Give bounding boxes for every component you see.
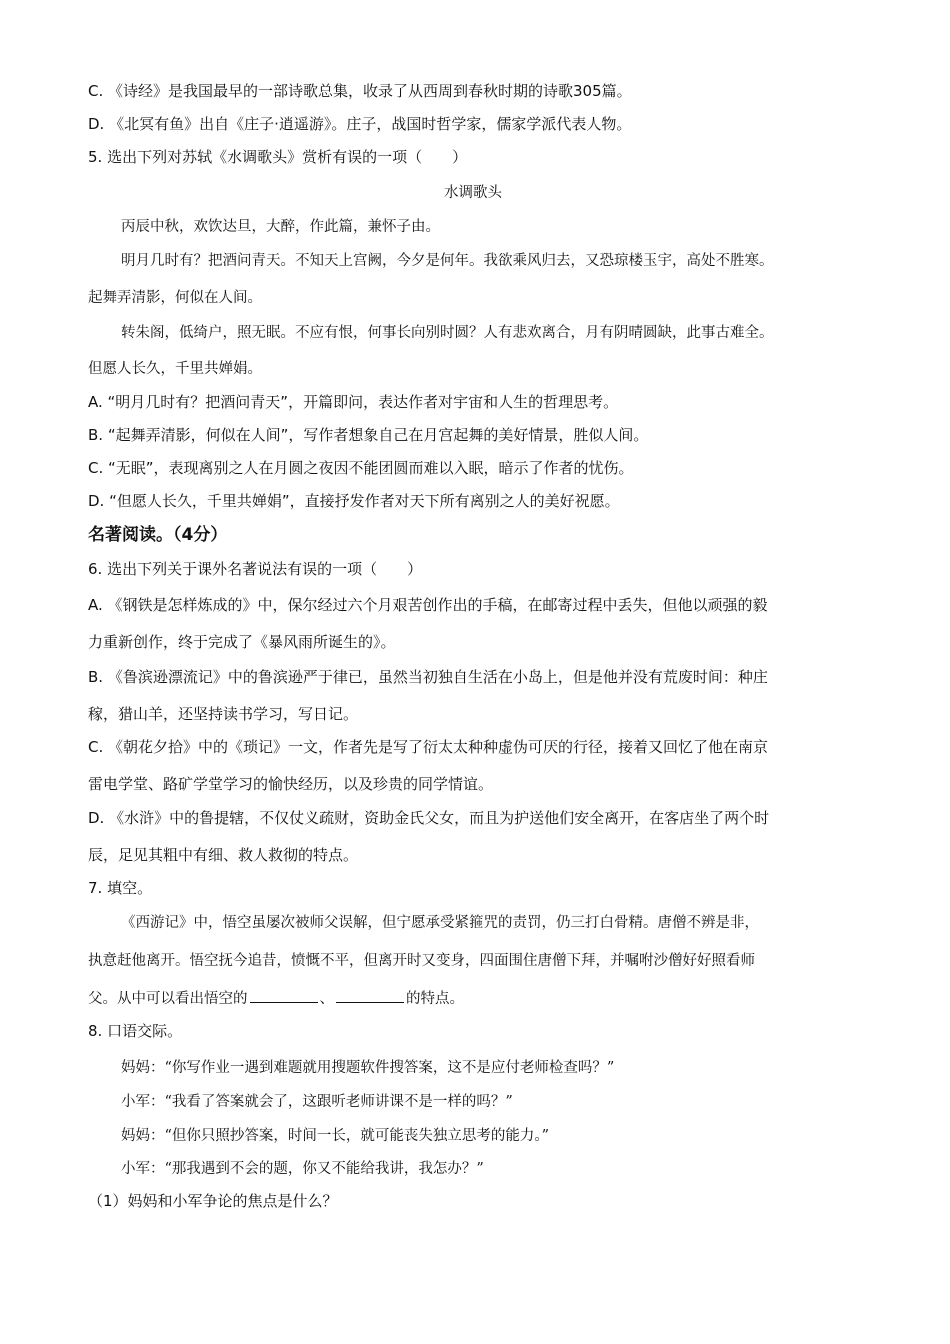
section-heading: 名著阅读。（4分）	[88, 525, 228, 545]
option-6c-line1: C. 《朝花夕拾》中的《琐记》一文，作者先是写了衍太太种种虚伪可厌的行径，接着又回忆了他在南京	[88, 738, 769, 756]
option-4c: C. 《诗经》是我国最早的一部诗歌总集，收录了从西周到春秋时期的诗歌305篇。	[88, 82, 632, 100]
dialogue-line-3: 妈妈：“但你只照抄答案，时间一长，就可能丧失独立思考的能力。”	[121, 1128, 550, 1144]
poem-para1-line1: 明月几时有？把酒问青天。不知天上宫阙，今夕是何年。我欲乘风归去，又恐琼楼玉宇，高处不胜寒。	[121, 253, 774, 269]
option-6b-line1: B. 《鲁滨逊漂流记》中的鲁滨逊严于律已，虽然当初独自生活在小岛上，但是他并没有荒废时间：种庄	[88, 668, 768, 686]
dialogue-line-1: 妈妈：“你写作业一遇到难题就用搜题软件搜答案，这不是应付老师检查吗？”	[121, 1060, 615, 1076]
poem-para1-line2: 起舞弄清影，何似在人间。	[88, 290, 262, 306]
option-6d-line1: D. 《水浒》中的鲁提辖，不仅仗义疏财，资助金氏父女，而且为护送他们安全离开，在客店坐了两个时	[88, 809, 770, 827]
question-7-line1: 《西游记》中，悟空虽屡次被师父误解，但宁愿承受紧箍咒的责罚，仍三打白骨精。唐僧不辨是非，	[121, 915, 759, 931]
option-6c-line2: 雷电学堂、路矿学堂学习的愉快经历，以及珍贵的同学情谊。	[88, 775, 494, 793]
fill-text-post: 的特点。	[406, 991, 464, 1007]
question-6-stem: 6. 选出下列关于课外名著说法有误的一项（ ）	[88, 560, 423, 578]
option-4d: D. 《北冥有鱼》出自《庄子·逍遥游》。庄子，战国时哲学家，儒家学派代表人物。	[88, 115, 632, 133]
sub-question-1: （1）妈妈和小军争论的焦点是什么？	[88, 1192, 338, 1210]
option-5d: D. “但愿人长久，千里共婵娟”，直接抒发作者对天下所有离别之人的美好祝愿。	[88, 492, 620, 510]
option-5c: C. “无眠”，表现离别之人在月圆之夜因不能团圆而难以入眠，暗示了作者的忧伤。	[88, 459, 634, 477]
question-7-line2: 执意赶他离开。悟空抚今追昔，愤慨不平，但离开时又变身，四面围住唐僧下拜，并嘱咐沙僧好好照看师	[88, 953, 755, 969]
poem-para2-line1: 转朱阁，低绮户，照无眠。不应有恨，何事长向别时圆？人有悲欢离合，月有阴晴圆缺，此事古难全。	[121, 325, 774, 341]
option-6d-line2: 辰，足见其粗中有细、救人救彻的特点。	[88, 846, 359, 864]
dialogue-line-4: 小军：“那我遇到不会的题，你又不能给我讲，我怎办？”	[121, 1161, 484, 1177]
option-5a: A. “明月几时有？把酒问青天”，开篇即问，表达作者对宇宙和人生的哲理思考。	[88, 393, 619, 411]
answer-blank-1[interactable]	[250, 988, 318, 1003]
question-8-stem: 8. 口语交际。	[88, 1022, 183, 1040]
option-6a-line2: 力重新创作，终于完成了《暴风雨所诞生的》。	[88, 633, 396, 651]
fill-text-separator: 、	[319, 991, 334, 1007]
question-7-line3	[88, 988, 464, 1009]
question-7-stem: 7. 填空。	[88, 879, 153, 897]
answer-blank-2[interactable]	[336, 988, 404, 1003]
option-6a-line1: A. 《钢铁是怎样炼成的》中，保尔经过六个月艰苦创作出的手稿，在邮寄过程中丢失，但他以顽强的毅	[88, 596, 768, 614]
fill-text-pre: 父。从中可以看出悟空的	[88, 991, 248, 1007]
poem-para2-line2: 但愿人长久，千里共婵娟。	[88, 361, 262, 377]
poem-preface: 丙辰中秋，欢饮达旦，大醉，作此篇，兼怀子由。	[121, 219, 440, 235]
option-6b-line2: 稼，猎山羊，还坚持读书学习，写日记。	[88, 705, 359, 723]
question-5-stem: 5. 选出下列对苏轼《水调歌头》赏析有误的一项（ ）	[88, 148, 468, 166]
dialogue-line-2: 小军：“我看了答案就会了，这跟听老师讲课不是一样的吗？”	[121, 1094, 513, 1110]
option-5b: B. “起舞弄清影，何似在人间”，写作者想象自己在月宫起舞的美好情景，胜似人间。	[88, 426, 649, 444]
poem-title: 水调歌头	[444, 185, 502, 201]
